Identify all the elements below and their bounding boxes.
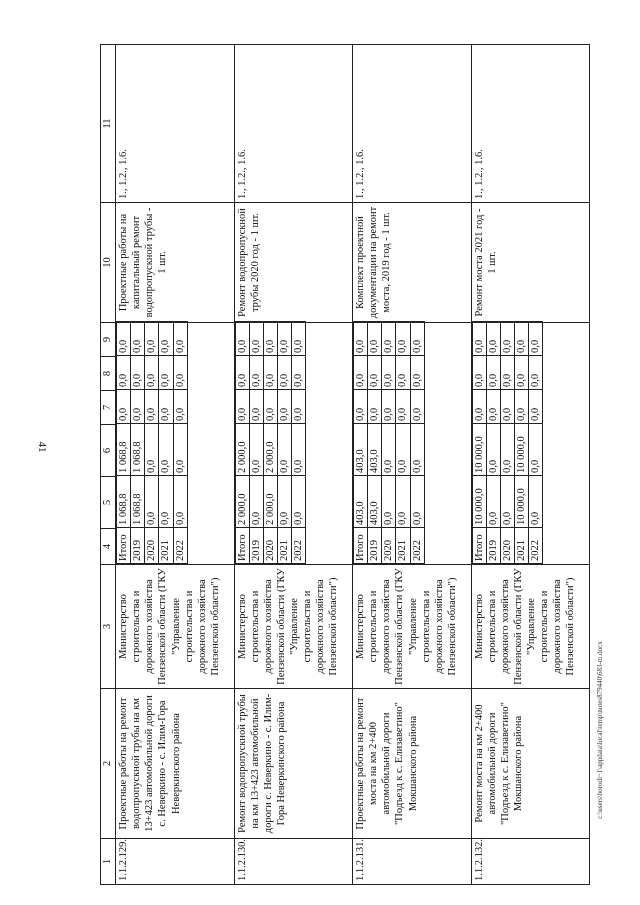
value-cell: 0,0	[382, 322, 396, 356]
value-cell: 2 000,0	[235, 424, 249, 476]
value-cell: 0,0	[173, 356, 187, 390]
measure-name: Проектные работы на ремонт водопропускной трубы на км 13+423 автомобильной дороги с. Неверкино - с. Илим-Гора Неверкинского района	[116, 689, 235, 839]
value-cell: 0,0	[145, 476, 159, 528]
table-row	[234, 45, 353, 885]
result-indicator: Комплект проектной документации на ремонт моста, 2019 год - 1 шт.	[353, 203, 472, 323]
table-row	[116, 45, 235, 885]
year-cell: 2020	[145, 528, 159, 564]
finance-block	[471, 323, 590, 565]
year-cell: Итого	[472, 528, 486, 564]
value-cell: 0,0	[292, 356, 306, 390]
value-cell: 0,0	[410, 390, 424, 424]
value-cell: 403,0	[368, 476, 382, 528]
value-cell: 0,0	[173, 322, 187, 356]
header-row	[101, 45, 116, 885]
value-cell: 0,0	[235, 322, 249, 356]
task-link: 1., 1.2., 1.6.	[471, 45, 590, 203]
finance-block	[116, 323, 235, 565]
finance-subtable	[235, 321, 307, 564]
value-cell: 0,0	[396, 390, 410, 424]
row-number: 1.1.2.129.	[116, 839, 235, 885]
result-indicator: Ремонт моста 2021 год - 1 шт.	[471, 203, 590, 323]
header-col-7: 7	[101, 391, 116, 425]
value-cell: 0,0	[486, 476, 500, 528]
year-cell: 2022	[529, 528, 543, 564]
value-cell: 0,0	[410, 356, 424, 390]
value-cell: 0,0	[486, 424, 500, 476]
value-cell: 0,0	[396, 424, 410, 476]
value-cell: 0,0	[396, 476, 410, 528]
value-cell: 0,0	[131, 356, 145, 390]
value-cell: 0,0	[173, 476, 187, 528]
value-cell: 0,0	[159, 322, 173, 356]
executor: Министерство строительства и дорожного хозяйства Пензенской области (ГКУ "Управление строительства и дорожного хозяйства Пензенской области")	[471, 565, 590, 689]
value-cell: 0,0	[529, 390, 543, 424]
year-cell: 2021	[514, 528, 528, 564]
value-cell: 0,0	[159, 476, 173, 528]
value-cell: 0,0	[145, 356, 159, 390]
year-cell: 2020	[263, 528, 277, 564]
value-cell: 0,0	[396, 356, 410, 390]
value-cell: 10 000,0	[472, 476, 486, 528]
value-cell: 0,0	[249, 424, 263, 476]
row-number: 1.1.2.131.	[353, 839, 472, 885]
executor: Министерство строительства и дорожного хозяйства Пензенской области (ГКУ "Управление строительства и дорожного хозяйства Пензенской области")	[234, 565, 353, 689]
value-cell: 403,0	[354, 424, 368, 476]
value-cell: 0,0	[131, 390, 145, 424]
value-cell: 1 068,8	[117, 424, 131, 476]
result-indicator: Ремонт водопропускной трубы 2020 год - 1 шт.	[234, 203, 353, 323]
value-cell: 0,0	[263, 390, 277, 424]
value-cell: 0,0	[249, 356, 263, 390]
value-cell: 2 000,0	[235, 476, 249, 528]
value-cell: 0,0	[472, 356, 486, 390]
header-col-10: 10	[101, 203, 116, 323]
value-cell: 0,0	[529, 424, 543, 476]
header-col-6: 6	[101, 425, 116, 477]
value-cell: 0,0	[131, 322, 145, 356]
value-cell: 1 068,8	[131, 424, 145, 476]
value-cell: 0,0	[292, 424, 306, 476]
year-cell: 2020	[382, 528, 396, 564]
value-cell: 0,0	[249, 322, 263, 356]
year-cell: Итого	[117, 528, 131, 564]
rotated-table-wrapper	[100, 45, 590, 885]
finance-subtable	[472, 321, 544, 564]
value-cell: 0,0	[117, 390, 131, 424]
header-col-5: 5	[101, 477, 116, 529]
value-cell: 0,0	[277, 356, 291, 390]
row-number: 1.1.2.130.	[234, 839, 353, 885]
footer-file-path: c:\users\borodi~1\appdata\local\temp\notes879440\683-m.docx	[596, 641, 604, 819]
value-cell: 0,0	[382, 390, 396, 424]
year-cell: 2019	[486, 528, 500, 564]
header-col-9: 9	[101, 323, 116, 357]
value-cell: 0,0	[472, 322, 486, 356]
value-cell: 0,0	[354, 356, 368, 390]
header-col-11: 11	[101, 45, 116, 203]
value-cell: 0,0	[382, 424, 396, 476]
year-cell: 2020	[500, 528, 514, 564]
value-cell: 0,0	[145, 322, 159, 356]
value-cell: 0,0	[486, 322, 500, 356]
value-cell: 0,0	[382, 476, 396, 528]
value-cell: 0,0	[500, 476, 514, 528]
measure-name: Ремонт водопропускной трубы на км 13+423 автомобильной дороги с. Неверкино - с. Илим-Гора Неверкинского района	[234, 689, 353, 839]
task-link: 1., 1.2., 1.6.	[116, 45, 235, 203]
value-cell: 0,0	[173, 424, 187, 476]
value-cell: 10 000,0	[514, 424, 528, 476]
executor: Министерство строительства и дорожного хозяйства Пензенской области (ГКУ "Управление строительства и дорожного хозяйства Пензенской области")	[116, 565, 235, 689]
value-cell: 0,0	[263, 322, 277, 356]
year-cell: 2019	[368, 528, 382, 564]
value-cell: 0,0	[410, 476, 424, 528]
page-number: 41	[36, 441, 48, 453]
value-cell: 0,0	[500, 322, 514, 356]
executor: Министерство строительства и дорожного хозяйства Пензенской области (ГКУ "Управление строительства и дорожного хозяйства Пензенской области")	[353, 565, 472, 689]
value-cell: 0,0	[410, 322, 424, 356]
value-cell: 2 000,0	[263, 424, 277, 476]
value-cell: 403,0	[354, 476, 368, 528]
header-col-1: 1	[101, 839, 116, 885]
year-cell: 2022	[292, 528, 306, 564]
value-cell: 0,0	[292, 390, 306, 424]
value-cell: 0,0	[500, 390, 514, 424]
value-cell: 0,0	[368, 322, 382, 356]
year-cell: 2022	[410, 528, 424, 564]
task-link: 1., 1.2., 1.6.	[234, 45, 353, 203]
year-cell: Итого	[354, 528, 368, 564]
value-cell: 0,0	[277, 424, 291, 476]
year-cell: 2021	[159, 528, 173, 564]
value-cell: 0,0	[159, 390, 173, 424]
value-cell: 0,0	[514, 322, 528, 356]
measure-name: Ремонт моста на км 2+400 автомобильной дороги "Подъезд к с. Елизаветино" Мокшанского района	[471, 689, 590, 839]
value-cell: 0,0	[263, 356, 277, 390]
value-cell: 0,0	[368, 356, 382, 390]
value-cell: 0,0	[529, 322, 543, 356]
task-link: 1., 1.2., 1.6.	[353, 45, 472, 203]
header-col-3: 3	[101, 565, 116, 689]
value-cell: 403,0	[368, 424, 382, 476]
value-cell: 0,0	[529, 356, 543, 390]
value-cell: 0,0	[145, 424, 159, 476]
header-col-2: 2	[101, 689, 116, 839]
value-cell: 0,0	[277, 390, 291, 424]
year-cell: 2021	[396, 528, 410, 564]
value-cell: 0,0	[410, 424, 424, 476]
header-col-4: 4	[101, 529, 116, 565]
finance-block	[234, 323, 353, 565]
value-cell: 0,0	[368, 390, 382, 424]
value-cell: 0,0	[382, 356, 396, 390]
table-row	[353, 45, 472, 885]
year-cell: 2021	[277, 528, 291, 564]
value-cell: 0,0	[486, 356, 500, 390]
value-cell: 0,0	[514, 390, 528, 424]
value-cell: 0,0	[159, 424, 173, 476]
value-cell: 0,0	[235, 390, 249, 424]
value-cell: 0,0	[486, 390, 500, 424]
program-table	[100, 44, 590, 885]
value-cell: 0,0	[354, 322, 368, 356]
value-cell: 0,0	[292, 476, 306, 528]
value-cell: 0,0	[500, 356, 514, 390]
finance-subtable	[116, 321, 188, 564]
value-cell: 0,0	[145, 390, 159, 424]
value-cell: 10 000,0	[472, 424, 486, 476]
table-row	[471, 45, 590, 885]
value-cell: 0,0	[514, 356, 528, 390]
value-cell: 1 068,8	[131, 476, 145, 528]
value-cell: 0,0	[159, 356, 173, 390]
value-cell: 0,0	[396, 322, 410, 356]
value-cell: 0,0	[117, 356, 131, 390]
value-cell: 0,0	[249, 476, 263, 528]
measure-name: Проектные работы на ремонт моста на км 2+400 автомобильной дороги "Подъезд к с. Елизаветино" Мокшанского района	[353, 689, 472, 839]
finance-block	[353, 323, 472, 565]
value-cell: 0,0	[277, 476, 291, 528]
value-cell: 0,0	[117, 322, 131, 356]
value-cell: 0,0	[472, 390, 486, 424]
value-cell: 0,0	[235, 356, 249, 390]
header-col-8: 8	[101, 357, 116, 391]
value-cell: 0,0	[173, 390, 187, 424]
value-cell: 0,0	[529, 476, 543, 528]
value-cell: 0,0	[277, 322, 291, 356]
value-cell: 10 000,0	[514, 476, 528, 528]
finance-subtable	[353, 321, 425, 564]
value-cell: 0,0	[500, 424, 514, 476]
year-cell: 2022	[173, 528, 187, 564]
result-indicator: Проектные работы на капитальный ремонт водопропускной трубы - 1 шт.	[116, 203, 235, 323]
row-number: 1.1.2.132.	[471, 839, 590, 885]
value-cell: 2 000,0	[263, 476, 277, 528]
year-cell: Итого	[235, 528, 249, 564]
value-cell: 0,0	[249, 390, 263, 424]
value-cell: 0,0	[354, 390, 368, 424]
value-cell: 0,0	[292, 322, 306, 356]
value-cell: 1 068,8	[117, 476, 131, 528]
year-cell: 2019	[249, 528, 263, 564]
year-cell: 2019	[131, 528, 145, 564]
